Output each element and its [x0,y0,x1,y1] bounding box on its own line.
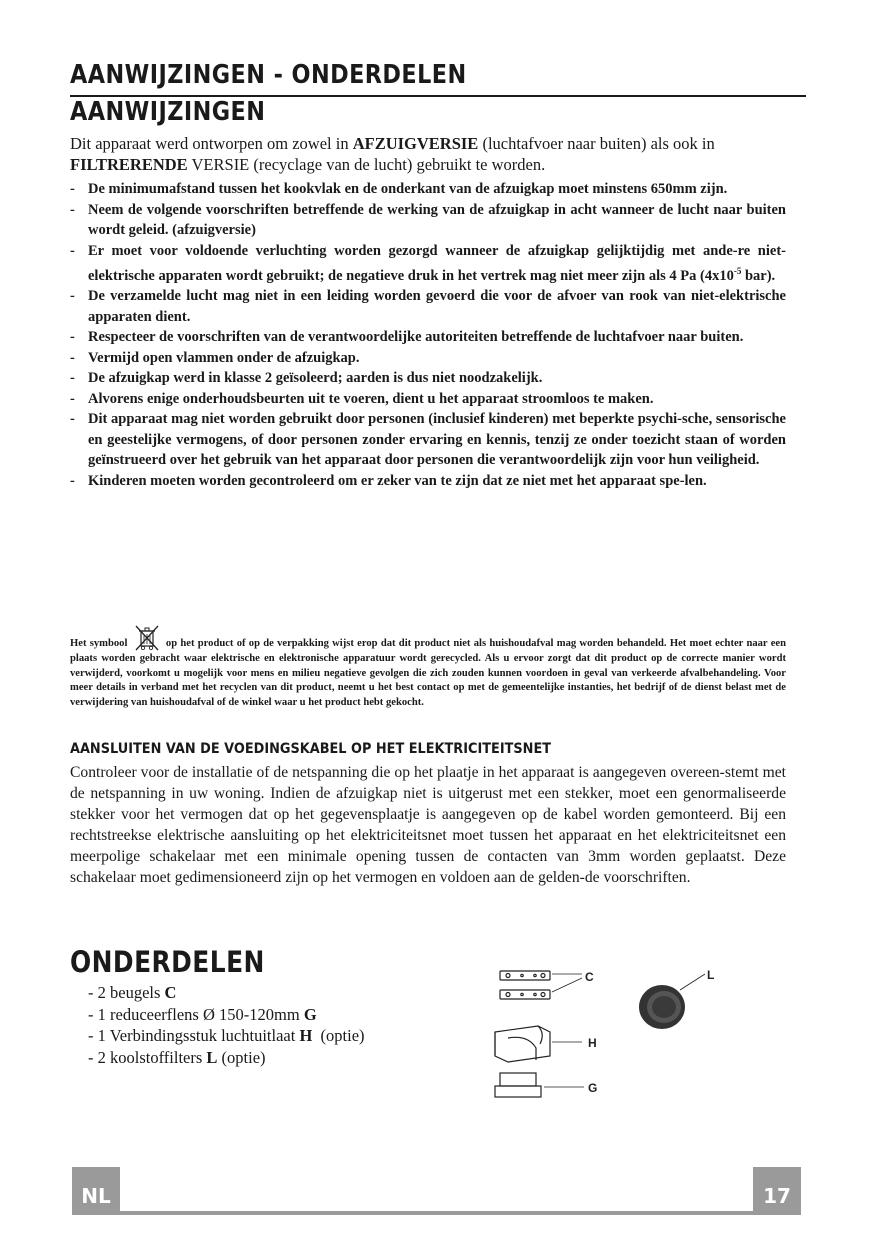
list-item: - Alvorens enige onderhoudsbeurten uit te voeren, dient u het apparaat stroomloos te maken. [70,390,654,407]
list-item: - De afzuigkap werd in klasse 2 geïsoleerd; aarden is dus niet noodzakelijk. [70,370,543,387]
connector-illustration [495,1026,582,1062]
part-text: - 1 reduceerflens Ø 150-120mm [88,1004,304,1024]
part-code: C [164,983,177,1002]
label-g: G [588,1081,598,1095]
warning-text: De verzamelde lucht mag niet in een leiding worden gevoerd die voor de afvoer van rook van niet-elektrische apparaten dient. [88,288,786,325]
page-title: AANWIJZINGEN - ONDERDELEN [70,60,467,90]
list-item: - Vermijd open vlammen onder de afzuigkap. [70,349,360,366]
label-c: C [585,970,594,984]
warning-text: Dit apparaat mag niet worden gebruikt door personen (inclusief kinderen) met beperkte psychi-sche, sensorische en geestelijke vermogens, of door personen zonder ervaring en kennis, tenzij ze onder toezicht staan of worden geïnstrueerd over het gebruik van het apparaat door personen die verantwoordelijk zijn voor hun veiligheid. [88,411,786,469]
warning-text: Alvorens enige onderhoudsbeurten uit te voeren, dient u het apparaat stroomloos te maken. [88,390,654,407]
electrical-text: Controleer voor de installatie of de netspanning die op het plaatje in het apparaat is aangegeven overeen-stemt met de netspanning in uw woning. Indien de afzuigkap niet is uitgerust met een stekker, moet een genormaliseerde stekker voor het vermogen dat op het gegevensplaatje is aangegeven op de kabel worden gemonteerd. Bij een rechtstreekse elektrische aansluiting op het elektriciteitsnet moet tussen het apparaat en het elektriciteitsnet een meerpolige schakelaar met een minimale opening tussen de contacten van 3mm worden geplaatst. Deze schakelaar moet gedimensioneerd zijn op het vermogen en voldoen aan de gelden-de voorschriften. [70,764,786,886]
bracket-illustration [500,971,582,999]
warning-text: De afzuigkap werd in klasse 2 geïsoleerd; aarden is dus niet noodzakelijk. [88,370,543,387]
part-note: (optie) [312,1026,365,1045]
list-item: - Kinderen moeten worden gecontroleerd om er zeker van te zijn dat ze niet met het apparaat spe-len. [70,472,707,489]
parts-list [88,982,365,1068]
filter-illustration [639,974,705,1029]
warnings-list [70,179,786,491]
label-l: L [707,968,715,982]
list-item [88,1004,365,1026]
pressure-suffix: bar). [741,267,776,284]
language-badge: NL [72,1167,120,1215]
intro-bold-1: AFZUIGVERSIE [352,134,479,153]
list-item [88,1025,365,1047]
intro-text-1: Dit apparaat werd ontworpen om zowel in [70,134,353,153]
parts-title: ONDERDELEN [70,945,265,979]
list-item [88,982,365,1004]
part-code: L [206,1047,218,1067]
warning-text: Neem de volgende voorschriften betreffende de werking van de afzuigkap in acht wanneer de lucht naar buiten wordt geleid. (afzuigversie) [88,201,786,238]
warning-text: Er moet voor voldoende verluchting worden gezorgd wanneer de afzuigkap gelijktijdig met ande-re niet-elektrische apparaten wordt gebruikt; de negatieve druk in het vertrek mag niet meer zijn als 4 Pa (4x10 [88,242,786,284]
page-number: 17 [753,1167,801,1215]
list-item: - De minimumafstand tussen het kookvlak en de onderkant van de afzuigkap moet minstens 650mm zijn. [70,181,728,197]
flange-illustration [495,1073,584,1097]
warning-text: De minimumafstand tussen het kookvlak en de onderkant van de afzuigkap moet minstens 650mm zijn. [88,181,728,197]
part-code: H [299,1026,313,1045]
label-h: H [588,1036,597,1050]
electrical-heading: AANSLUITEN VAN DE VOEDINGSKABEL OP HET ELEKTRICITEITSNET [70,741,552,757]
intro-bold-2: FILTRERENDE [70,155,188,174]
intro-text-2: (luchtafvoer naar buiten) als ook in [478,134,715,153]
list-item: - Respecteer de voorschriften van de verantwoordelijke autoriteiten betreffende de luchtafvoer naar buiten. [70,329,744,346]
pressure-exponent: -5 [733,266,742,276]
warning-text: Vermijd open vlammen onder de afzuigkap. [88,349,360,366]
warning-text: Respecteer de voorschriften van de verantwoordelijke autoriteiten betreffende de luchtafvoer naar buiten. [88,329,744,346]
list-item [88,1047,365,1069]
part-text: - 2 beugels [88,983,165,1002]
part-code: G [303,1004,317,1024]
weee-prefix: Het symbool [70,638,128,649]
list-item: - Dit apparaat mag niet worden gebruikt door personen (inclusief kinderen) met beperkte psychi-sche, sensorische en geestelijke vermogens, of door personen zonder ervaring en kennis, tenzij ze onder toezicht staan of worden geïnstrueerd over het gebruik van het apparaat door personen die verantwoordelijk zijn voor hun veiligheid. [70,411,786,469]
section-title: AANWIJZINGEN [70,97,266,127]
weee-text: op het product of op de verpakking wijst erop dat dit product niet als huishoudafval mag worden behandeld. Het moet echter naar een plaats worden gebracht waar elektrische en elektronische apparatuur wordt gerecycled. Als u ervoor zorgt dat dit product op de correcte manier wordt verwijderd, voorkomt u mogelijk voor mens en milieu negatieve gevolgen die zich zouden kunnen voordoen in geval van verkeerde afvalbehandeling. Voor meer details in verband met het recyclen van dit product, neemt u het best contact op met de gemeentelijke instanties, het bedrijf of de dienst belast met de verwijdering van huishoudafval of de winkel waar u het product hebt gekocht. [70,638,786,709]
crossed-bin-icon [133,624,161,652]
list-item: - Er moet voor voldoende verluchting worden gezorgd wanneer de afzuigkap gelijktijdig met ande-re niet-elektrische apparaten wordt gebruikt; de negatieve druk in het vertrek mag niet meer zijn als 4 Pa ($4x10^{-5}$ bar). [70,242,786,284]
warning-text: Kinderen moeten worden gecontroleerd om er zeker van te zijn dat ze niet met het apparaat spe-len. [88,472,707,489]
part-note: (optie) [217,1047,266,1067]
footer-line [118,1211,754,1215]
list-item: - Neem de volgende voorschriften betreffende de werking van de afzuigkap in acht wanneer de lucht naar buiten wordt geleid. (afzuigversie) [70,201,786,238]
part-text: - 1 Verbindingsstuk luchtuitlaat [88,1026,300,1045]
intro-paragraph [70,133,786,175]
weee-notice [70,624,786,711]
part-text: - 2 koolstoffilters [88,1047,207,1067]
parts-diagram [480,960,740,1110]
intro-text-3: VERSIE (recyclage van de lucht) gebruikt te worden. [187,155,546,174]
list-item: - De verzamelde lucht mag niet in een leiding worden gevoerd die voor de afvoer van rook van niet-elektrische apparaten dient. [70,288,786,325]
